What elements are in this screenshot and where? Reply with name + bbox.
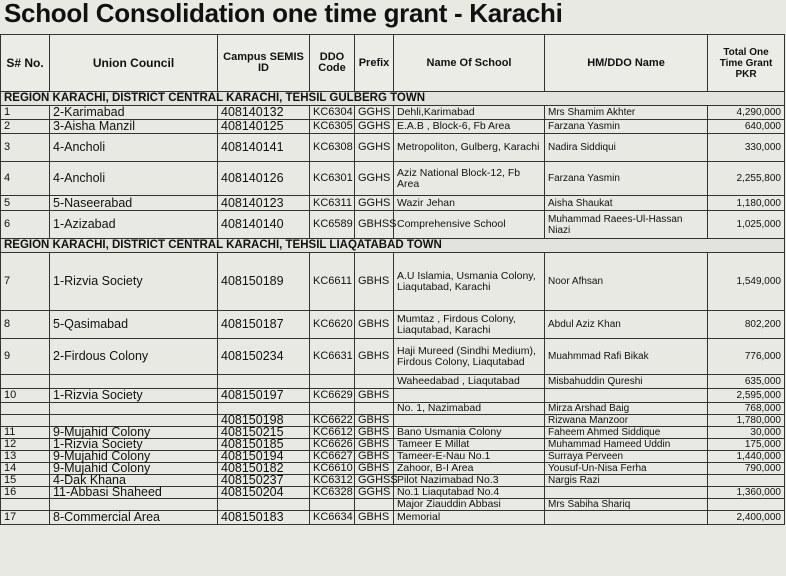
cell-semis-id: 408150234 bbox=[218, 339, 310, 375]
cell-sno: 9 bbox=[1, 339, 50, 375]
cell-grant: 330,000 bbox=[708, 134, 785, 162]
header-union-council: Union Council bbox=[50, 35, 218, 92]
cell-school-name: Mumtaz , Firdous Colony, Liaqutabad, Karachi bbox=[394, 311, 545, 339]
cell-school-name: Bano Usmania Colony bbox=[394, 427, 545, 439]
cell-prefix: GGHS bbox=[355, 196, 394, 211]
table-row bbox=[1, 106, 785, 120]
cell-grant: 640,000 bbox=[708, 120, 785, 134]
cell-union-council: 2-Firdous Colony bbox=[50, 339, 218, 375]
cell-hm-name: Faheem Ahmed Siddique bbox=[545, 427, 708, 439]
cell-union-council bbox=[50, 375, 218, 389]
cell-semis-id: 408150187 bbox=[218, 311, 310, 339]
cell-hm-name bbox=[545, 389, 708, 403]
cell-sno: 3 bbox=[1, 134, 50, 162]
cell-sno: 5 bbox=[1, 196, 50, 211]
cell-school-name: Tameer E Millat bbox=[394, 439, 545, 451]
cell-school-name bbox=[394, 415, 545, 427]
cell-grant: 802,200 bbox=[708, 311, 785, 339]
cell-hm-name: Nargis Razi bbox=[545, 475, 708, 487]
page-title: School Consolidation one time grant - Karachi bbox=[4, 0, 563, 28]
cell-prefix bbox=[355, 375, 394, 389]
cell-hm-name: Muhammad Hameed Uddin bbox=[545, 439, 708, 451]
cell-hm-name: Muahmmad Rafi Bikak bbox=[545, 339, 708, 375]
cell-semis-id: 408150183 bbox=[218, 511, 310, 525]
header-ddo-code: DDO Code bbox=[310, 35, 355, 92]
cell-prefix: GGHS bbox=[355, 106, 394, 120]
cell-ddo-code: KC6629 bbox=[310, 389, 355, 403]
cell-union-council: 1-Rizvia Society bbox=[50, 253, 218, 311]
table-row bbox=[1, 253, 785, 311]
cell-union-council: 5-Naseerabad bbox=[50, 196, 218, 211]
cell-grant: 776,000 bbox=[708, 339, 785, 375]
grant-table bbox=[0, 34, 785, 525]
cell-sno: 7 bbox=[1, 253, 50, 311]
cell-grant: 790,000 bbox=[708, 463, 785, 475]
cell-school-name: Comprehensive School bbox=[394, 211, 545, 239]
cell-hm-name: Muhammad Raees-Ul-Hassan Niazi bbox=[545, 211, 708, 239]
cell-grant: 2,400,000 bbox=[708, 511, 785, 525]
header-grant: Total One Time Grant PKR bbox=[708, 35, 785, 92]
cell-sno bbox=[1, 499, 50, 511]
cell-union-council: 1-Rizvia Society bbox=[50, 439, 218, 451]
cell-union-council: 9-Mujahid Colony bbox=[50, 463, 218, 475]
cell-school-name: Pilot Nazimabad No.3 bbox=[394, 475, 545, 487]
cell-sno: 16 bbox=[1, 487, 50, 499]
cell-ddo-code: KC6301 bbox=[310, 162, 355, 196]
cell-hm-name bbox=[545, 511, 708, 525]
cell-prefix: GGHS bbox=[355, 134, 394, 162]
cell-ddo-code: KC6312 bbox=[310, 475, 355, 487]
table-row bbox=[1, 162, 785, 196]
cell-school-name: No. 1, Nazimabad bbox=[394, 403, 545, 415]
cell-school-name: Waheedabad , Liaqutabad bbox=[394, 375, 545, 389]
cell-school-name: Wazir Jehan bbox=[394, 196, 545, 211]
cell-union-council bbox=[50, 403, 218, 415]
table-row bbox=[1, 499, 785, 511]
cell-school-name: Memorial bbox=[394, 511, 545, 525]
region-row bbox=[1, 92, 785, 106]
cell-ddo-code bbox=[310, 499, 355, 511]
cell-semis-id: 408150182 bbox=[218, 463, 310, 475]
cell-union-council: 4-Dak Khana bbox=[50, 475, 218, 487]
cell-prefix: GGHS bbox=[355, 120, 394, 134]
cell-prefix: GBHSS bbox=[355, 211, 394, 239]
cell-prefix bbox=[355, 403, 394, 415]
cell-prefix: GBHS bbox=[355, 415, 394, 427]
cell-prefix: GBHS bbox=[355, 311, 394, 339]
cell-school-name bbox=[394, 389, 545, 403]
cell-hm-name bbox=[545, 487, 708, 499]
cell-ddo-code: KC6328 bbox=[310, 487, 355, 499]
cell-school-name: Dehli,Karimabad bbox=[394, 106, 545, 120]
cell-school-name: A.U Islamia, Usmania Colony, Liaqutabad, Karachi bbox=[394, 253, 545, 311]
cell-sno: 12 bbox=[1, 439, 50, 451]
cell-school-name: E.A.B , Block-6, Fb Area bbox=[394, 120, 545, 134]
cell-ddo-code: KC6305 bbox=[310, 120, 355, 134]
cell-school-name: No.1 Liaqutabad No.4 bbox=[394, 487, 545, 499]
table-row bbox=[1, 403, 785, 415]
header-row bbox=[1, 35, 785, 92]
cell-semis-id: 408150204 bbox=[218, 487, 310, 499]
cell-hm-name: Mrs Shamim Akhter bbox=[545, 106, 708, 120]
table-row bbox=[1, 134, 785, 162]
cell-ddo-code: KC6610 bbox=[310, 463, 355, 475]
cell-hm-name: Misbahuddin Qureshi bbox=[545, 375, 708, 389]
cell-hm-name: Farzana Yasmin bbox=[545, 162, 708, 196]
cell-grant: 1,780,000 bbox=[708, 415, 785, 427]
cell-grant: 635,000 bbox=[708, 375, 785, 389]
cell-hm-name: Yousuf-Un-Nisa Ferha bbox=[545, 463, 708, 475]
cell-prefix: GGHS bbox=[355, 162, 394, 196]
header-hm-ddo-name: HM/DDO Name bbox=[545, 35, 708, 92]
cell-grant: 1,180,000 bbox=[708, 196, 785, 211]
table-row bbox=[1, 511, 785, 525]
cell-ddo-code bbox=[310, 403, 355, 415]
cell-sno: 2 bbox=[1, 120, 50, 134]
cell-ddo-code: KC6627 bbox=[310, 451, 355, 463]
cell-ddo-code: KC6611 bbox=[310, 253, 355, 311]
cell-hm-name: Noor Afhsan bbox=[545, 253, 708, 311]
cell-semis-id: 408140125 bbox=[218, 120, 310, 134]
cell-prefix: GGHSS bbox=[355, 475, 394, 487]
cell-school-name: Tameer-E-Nau No.1 bbox=[394, 451, 545, 463]
header-semis-id: Campus SEMIS ID bbox=[218, 35, 310, 92]
cell-semis-id: 408150194 bbox=[218, 451, 310, 463]
cell-grant: 1,440,000 bbox=[708, 451, 785, 463]
cell-grant: 30,000 bbox=[708, 427, 785, 439]
cell-grant: 1,549,000 bbox=[708, 253, 785, 311]
cell-sno: 8 bbox=[1, 311, 50, 339]
cell-grant: 768,000 bbox=[708, 403, 785, 415]
header-prefix: Prefix bbox=[355, 35, 394, 92]
cell-ddo-code: KC6620 bbox=[310, 311, 355, 339]
cell-school-name: Aziz National Block-12, Fb Area bbox=[394, 162, 545, 196]
cell-prefix: GGHS bbox=[355, 487, 394, 499]
header-school-name: Name Of School bbox=[394, 35, 545, 92]
cell-union-council: 1-Rizvia Society bbox=[50, 389, 218, 403]
cell-semis-id: 408150185 bbox=[218, 439, 310, 451]
cell-sno: 10 bbox=[1, 389, 50, 403]
cell-union-council: 4-Ancholi bbox=[50, 162, 218, 196]
cell-sno bbox=[1, 375, 50, 389]
table-row bbox=[1, 196, 785, 211]
table-row bbox=[1, 211, 785, 239]
table-row bbox=[1, 311, 785, 339]
cell-semis-id: 408150237 bbox=[218, 475, 310, 487]
cell-hm-name: Mrs Sabiha Shariq bbox=[545, 499, 708, 511]
cell-union-council: 1-Azizabad bbox=[50, 211, 218, 239]
region-row bbox=[1, 239, 785, 253]
cell-ddo-code: KC6589 bbox=[310, 211, 355, 239]
cell-prefix: GBHS bbox=[355, 339, 394, 375]
cell-sno: 1 bbox=[1, 106, 50, 120]
cell-sno: 6 bbox=[1, 211, 50, 239]
cell-union-council: 9-Mujahid Colony bbox=[50, 451, 218, 463]
cell-union-council: 5-Qasimabad bbox=[50, 311, 218, 339]
cell-grant bbox=[708, 475, 785, 487]
header-sno: S# No. bbox=[1, 35, 50, 92]
cell-sno: 17 bbox=[1, 511, 50, 525]
cell-hm-name: Farzana Yasmin bbox=[545, 120, 708, 134]
cell-union-council: 3-Aisha Manzil bbox=[50, 120, 218, 134]
cell-prefix: GBHS bbox=[355, 451, 394, 463]
cell-sno: 4 bbox=[1, 162, 50, 196]
table-row bbox=[1, 389, 785, 403]
cell-school-name: Metropoliton, Gulberg, Karachi bbox=[394, 134, 545, 162]
cell-semis-id: 408140140 bbox=[218, 211, 310, 239]
cell-prefix: GBHS bbox=[355, 389, 394, 403]
cell-grant bbox=[708, 499, 785, 511]
cell-ddo-code: KC6308 bbox=[310, 134, 355, 162]
cell-union-council: 9-Mujahid Colony bbox=[50, 427, 218, 439]
table-row bbox=[1, 375, 785, 389]
cell-hm-name: Nadira Siddiqui bbox=[545, 134, 708, 162]
cell-union-council: 11-Abbasi Shaheed bbox=[50, 487, 218, 499]
cell-sno bbox=[1, 415, 50, 427]
cell-grant: 175,000 bbox=[708, 439, 785, 451]
cell-semis-id bbox=[218, 375, 310, 389]
cell-hm-name: Rizwana Manzoor bbox=[545, 415, 708, 427]
cell-prefix: GBHS bbox=[355, 463, 394, 475]
cell-ddo-code: KC6634 bbox=[310, 511, 355, 525]
cell-grant: 1,025,000 bbox=[708, 211, 785, 239]
cell-sno: 14 bbox=[1, 463, 50, 475]
cell-ddo-code bbox=[310, 375, 355, 389]
cell-ddo-code: KC6311 bbox=[310, 196, 355, 211]
cell-hm-name: Abdul Aziz Khan bbox=[545, 311, 708, 339]
cell-grant: 2,595,000 bbox=[708, 389, 785, 403]
cell-hm-name: Mirza Arshad Baig bbox=[545, 403, 708, 415]
table-row bbox=[1, 120, 785, 134]
cell-semis-id bbox=[218, 499, 310, 511]
cell-sno bbox=[1, 403, 50, 415]
cell-ddo-code: KC6631 bbox=[310, 339, 355, 375]
cell-sno: 11 bbox=[1, 427, 50, 439]
cell-ddo-code: KC6626 bbox=[310, 439, 355, 451]
cell-sno: 15 bbox=[1, 475, 50, 487]
cell-school-name: Major Ziauddin Abbasi bbox=[394, 499, 545, 511]
cell-ddo-code: KC6612 bbox=[310, 427, 355, 439]
cell-hm-name: Aisha Shaukat bbox=[545, 196, 708, 211]
cell-grant: 1,360,000 bbox=[708, 487, 785, 499]
cell-prefix: GBHS bbox=[355, 439, 394, 451]
table-row bbox=[1, 487, 785, 499]
cell-semis-id: 408150198 bbox=[218, 415, 310, 427]
cell-union-council: 8-Commercial Area bbox=[50, 511, 218, 525]
cell-semis-id: 408150215 bbox=[218, 427, 310, 439]
cell-union-council: 2-Karimabad bbox=[50, 106, 218, 120]
cell-union-council: 4-Ancholi bbox=[50, 134, 218, 162]
cell-ddo-code: KC6304 bbox=[310, 106, 355, 120]
table-row bbox=[1, 339, 785, 375]
cell-sno: 13 bbox=[1, 451, 50, 463]
cell-semis-id: 408140141 bbox=[218, 134, 310, 162]
region-label: REGION KARACHI, DISTRICT CENTRAL KARACHI, TEHSIL GULBERG TOWN bbox=[1, 92, 785, 106]
cell-semis-id: 408150197 bbox=[218, 389, 310, 403]
cell-grant: 4,290,000 bbox=[708, 106, 785, 120]
cell-school-name: Haji Mureed (Sindhi Medium), Firdous Colony, Liaqutabad bbox=[394, 339, 545, 375]
cell-hm-name: Surraya Perveen bbox=[545, 451, 708, 463]
cell-union-council bbox=[50, 499, 218, 511]
cell-prefix: GBHS bbox=[355, 427, 394, 439]
cell-semis-id: 408140126 bbox=[218, 162, 310, 196]
region-label: REGION KARACHI, DISTRICT CENTRAL KARACHI, TEHSIL LIAQATABAD TOWN bbox=[1, 239, 785, 253]
cell-semis-id: 408140132 bbox=[218, 106, 310, 120]
cell-ddo-code: KC6622 bbox=[310, 415, 355, 427]
cell-prefix: GBHS bbox=[355, 253, 394, 311]
cell-prefix: GBHS bbox=[355, 511, 394, 525]
cell-school-name: Zahoor, B-I Area bbox=[394, 463, 545, 475]
cell-semis-id: 408150189 bbox=[218, 253, 310, 311]
cell-semis-id: 408140123 bbox=[218, 196, 310, 211]
cell-prefix bbox=[355, 499, 394, 511]
cell-grant: 2,255,800 bbox=[708, 162, 785, 196]
